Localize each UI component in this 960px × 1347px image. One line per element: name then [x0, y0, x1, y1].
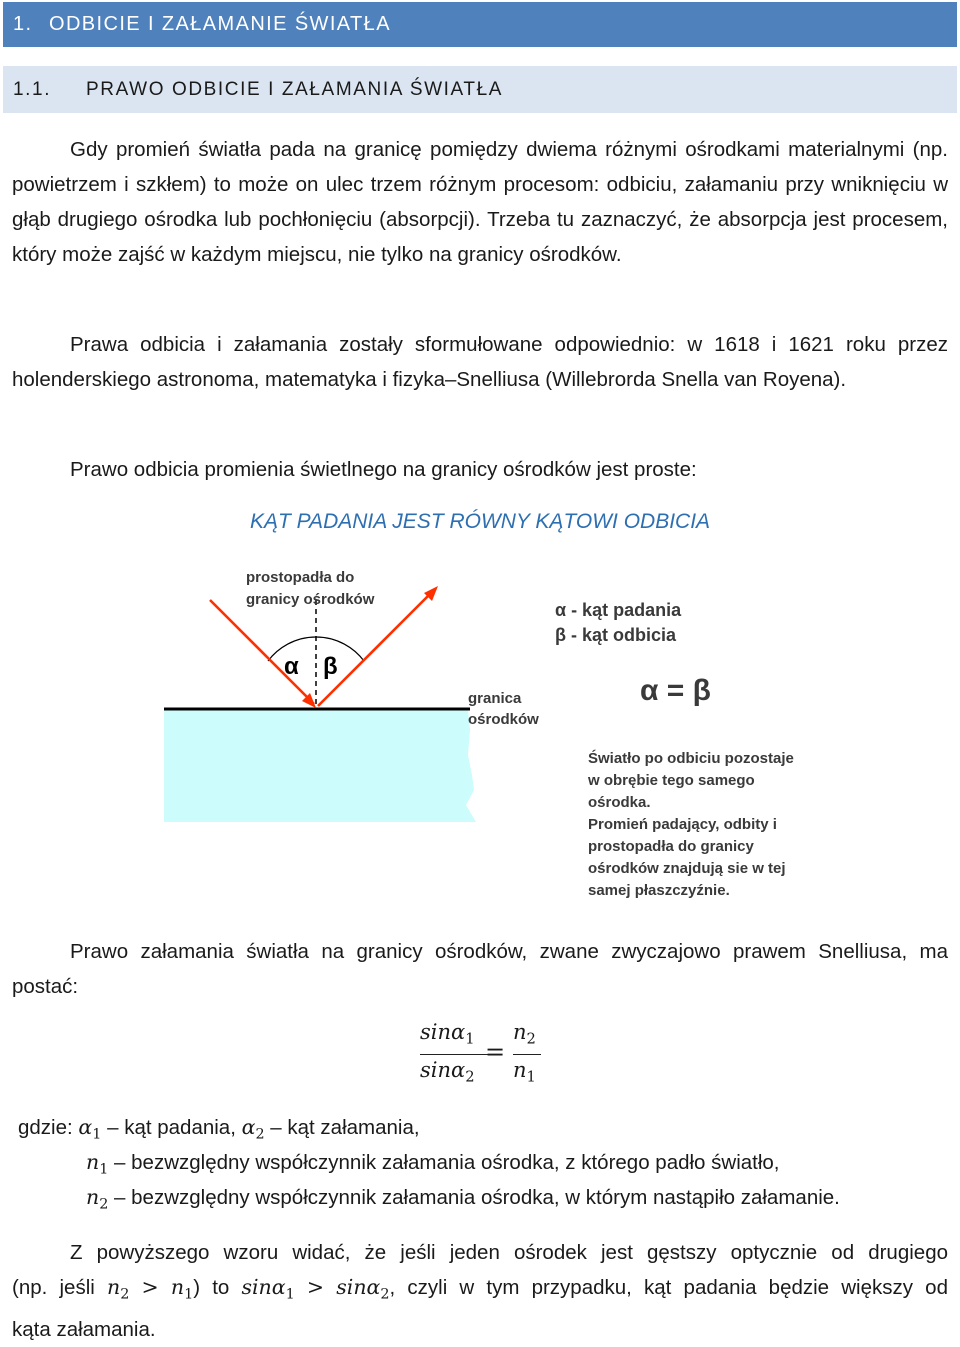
snell-formula [415, 1020, 555, 1095]
formula-denominator-left: sinα$_2$ [420, 1058, 475, 1086]
beta-label: β [323, 653, 338, 680]
note-line-5: prostopadła do granicy [588, 838, 754, 855]
chapter-title: ODBICIE I ZAŁAMANIE ŚWIATŁA [49, 13, 391, 35]
formula-fraction-bar-right [513, 1054, 541, 1055]
note-line-7: samej płaszczyźnie. [588, 882, 730, 899]
paragraph-conclusion [12, 1235, 948, 1347]
conclusion-line-2: (np. jeśli $n_2 > n_1$) to sinα$_1$ > sinα$_2$, czyli w tym przypadku, kąt padania będzie większy od [12, 1275, 948, 1303]
note-line-2: w obrębie tego samego [588, 772, 755, 789]
normal-label-1: prostopadła do [246, 569, 355, 586]
section-number: 1.1. [13, 79, 52, 100]
legend-beta: β - kąt odbicia [555, 625, 677, 645]
definition-line-n2: $n_2$ – bezwzględny współczynnik załamania ośrodka, w którym nastąpiło załamanie. [86, 1185, 840, 1213]
formula-equals: = [485, 1038, 506, 1066]
section-title: PRAWO ODBICIE I ZAŁAMANIA ŚWIATŁA [86, 79, 504, 100]
alpha-label: α [284, 653, 299, 680]
formula-fraction-bar-left [420, 1054, 495, 1055]
legend-alpha: α - kąt padania [555, 600, 682, 620]
reflection-diagram [150, 560, 850, 900]
paragraph-intro: Gdy promień światła pada na granicę pomiędzy dwiema różnymi ośrodkami materialnymi (np. powietrzem i szkłem) to może on ulec trzem różnym procesom: odbiciu, załamaniu przy wniknięciu w głąb drugiego ośrodka lub pochłonięciu (absorpcji). Trzeba tu zaznaczyć, że absorpcja jest procesem, który może zajść w każdym miejscu, nie tylko na granicy ośrodków. [12, 138, 948, 266]
paragraph-reflection-law-intro: Prawo odbicia promienia świetlnego na granicy ośrodków jest proste: [70, 458, 697, 481]
definition-line-angles: gdzie: $\alpha_1$ – kąt padania, $\alpha_2$ – kąt załamania, [18, 1115, 420, 1143]
note-line-6: ośrodków znajdują sie w tej [588, 860, 786, 877]
equation-label: α = β [640, 674, 711, 707]
formula-numerator-right: $n_2$ [513, 1020, 536, 1048]
normal-label-2: granicy ośrodków [246, 591, 375, 608]
boundary-label-2: ośrodków [468, 711, 539, 728]
chapter-heading [3, 2, 957, 47]
conclusion-line-1: Z powyższego wzoru widać, że jeśli jeden ośrodek jest gęstszy optycznie od drugiego [70, 1241, 948, 1264]
boundary-label-1: granica [468, 690, 522, 707]
paragraph-snell-law-intro: Prawo załamania światła na granicy ośrodków, zwane zwyczajowo prawem Snelliusa, ma postać: [12, 940, 948, 998]
conclusion-line-3: kąta załamania. [12, 1318, 156, 1342]
formula-numerator-left: sinα$_1$ [420, 1020, 475, 1048]
note-line-4: Promień padający, odbity i [588, 816, 777, 833]
paragraph-history: Prawa odbicia i załamania zostały sformułowane odpowiednio: w 1618 i 1621 roku przez holenderskiego astronoma, matematyka i fizyka–Snelliusa (Willebrorda Snella van Royena). [12, 333, 948, 391]
definition-line-n1: $n_1$ – bezwzględny współczynnik załamania ośrodka, z którego padło światło, [86, 1150, 780, 1178]
second-medium-area [164, 710, 476, 822]
note-line-1: Światło po odbiciu pozostaje [588, 750, 794, 767]
chapter-number: 1. [13, 13, 33, 35]
incident-ray [210, 600, 314, 704]
reflection-law-statement: KĄT PADANIA JEST RÓWNY KĄTOWI ODBICIA [249, 510, 711, 533]
section-heading [3, 66, 957, 113]
formula-denominator-right: $n_1$ [513, 1058, 536, 1086]
note-line-3: ośrodka. [588, 794, 651, 811]
